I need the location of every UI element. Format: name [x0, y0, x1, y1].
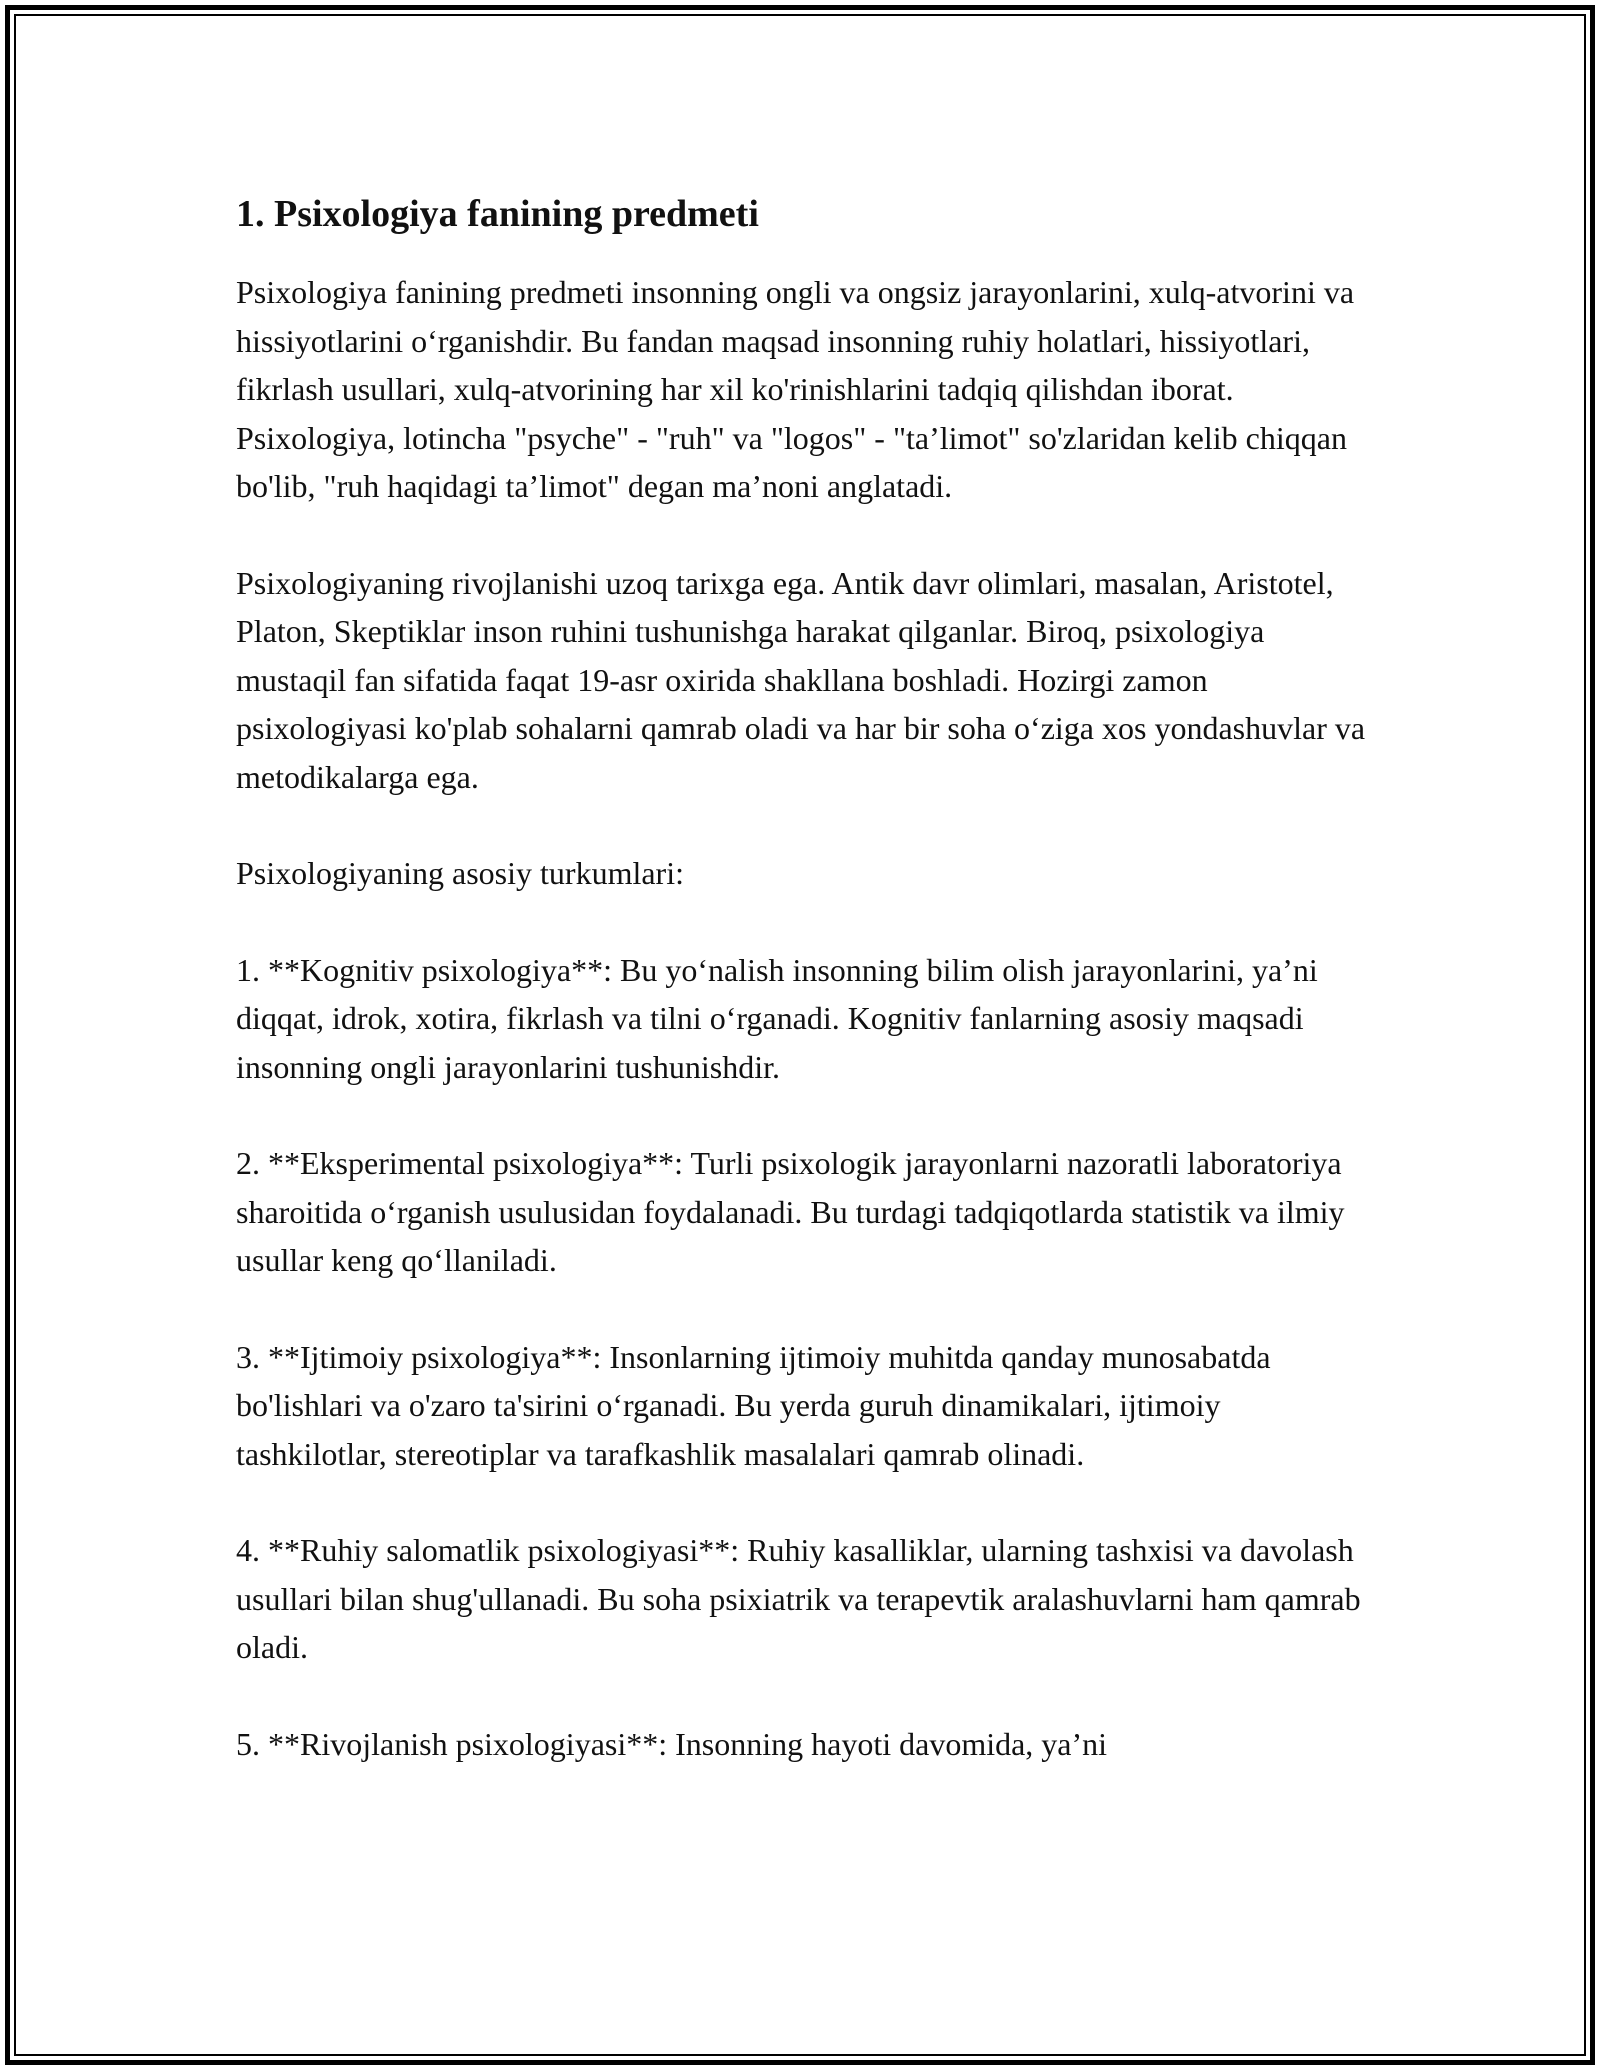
paragraph-branches-intro: Psixologiyaning asosiy turkumlari:: [236, 855, 684, 891]
list-item-experimental: 2. **Eksperimental psixologiya**: Turli psixologik jarayonlarni nazoratli laboratoriya sharoitida o‘rganish usulusidan foydalanadi. Bu turdagi tadqiqotlarda statistik va ilmiy usullar keng qo‘llaniladi.: [236, 1145, 1345, 1278]
list-item-developmental: 5. **Rivojlanish psixologiyasi**: Insonning hayoti davomida, ya’ni: [236, 1725, 1108, 1762]
paragraph-intro: Psixologiya fanining predmeti insonning ongli va ongsiz jarayonlarini, xulq-atvorini va hissiyotlarini o‘rganishdir. Bu fandan maqsad insonning ruhiy holatlari, hissiyotlari, fikrlash usullari, xulq-atvorining har xil ko'rinishlarini tadqiq qilishdan iborat. Psixologiya, lotincha "psyche" - "ruh" va "logos" - "ta’limot" so'zlaridan kelib chiqqan bo'lib, "ruh haqidagi ta’limot" degan ma’noni anglatadi.: [236, 274, 1355, 504]
list-item-mental-health: 4. **Ruhiy salomatlik psixologiyasi**: Ruhiy kasalliklar, ularning tashxisi va davolash usullari bilan shug'ullanadi. Bu soha psixiatrik va terapevtik aralashuvlarni ham qamrab oladi.: [236, 1532, 1361, 1665]
section-heading: 1. Psixologiya fanining predmeti: [236, 193, 759, 235]
list-item-social: 3. **Ijtimoiy psixologiya**: Insonlarning ijtimoiy muhitda qanday munosabatda bo'lishlari va o'zaro ta'sirini o‘rganadi. Bu yerda guruh dinamikalari, ijtimoiy tashkilotlar, stereotiplar va tarafkashlik masalalari qamrab olinadi.: [236, 1338, 1271, 1472]
document-body: [236, 184, 1366, 1816]
paragraph-history: Psixologiyaning rivojlanishi uzoq tarixga ega. Antik davr olimlari, masalan, Aristotel, Platon, Skeptiklar inson ruhini tushunishga harakat qilganlar. Biroq, psixologiya mustaqil fan sifatida faqat 19-asr oxirida shakllana boshladi. Hozirgi zamon psixologiyasi ko'plab sohalarni qamrab oladi va har bir soha o‘ziga xos yondashuvlar va metodikalarga ega.: [236, 564, 1366, 795]
list-item-cognitive: 1. **Kognitiv psixologiya**: Bu yo‘nalish insonning bilim olish jarayonlarini, ya’ni diqqat, idrok, xotira, fikrlash va tilni o‘rganadi. Kognitiv fanlarning asosiy maqsadi insonning ongli jarayonlarini tushunishdir.: [236, 951, 1318, 1085]
